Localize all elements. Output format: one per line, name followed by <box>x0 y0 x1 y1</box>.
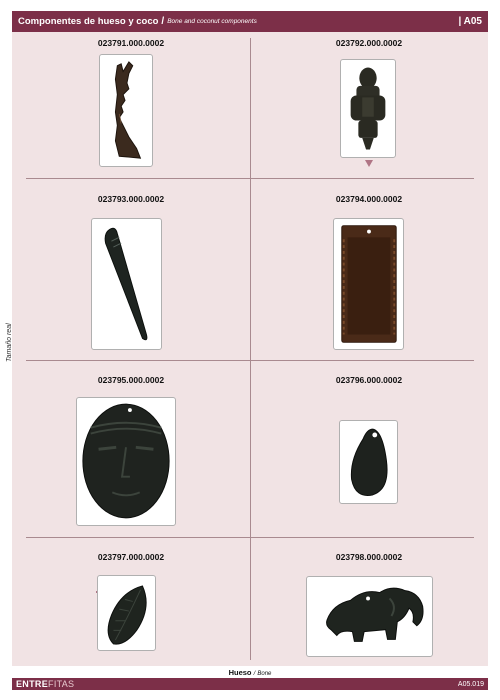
figure-pendant-image <box>100 55 152 166</box>
teardrop-pendant-image <box>340 421 397 503</box>
row-divider <box>26 537 474 538</box>
row-divider <box>26 178 474 179</box>
product-code: 023791.000.0002 <box>97 38 165 48</box>
product-code: 023798.000.0002 <box>335 552 403 562</box>
product-code: 023796.000.0002 <box>335 375 403 385</box>
product-grid <box>6 32 488 666</box>
product-image-023797[interactable] <box>97 575 156 651</box>
product-code: 023797.000.0002 <box>97 552 165 562</box>
product-image-023796[interactable] <box>339 420 398 504</box>
category-name: Hueso <box>228 668 252 677</box>
category-separator: / <box>253 671 256 677</box>
brand-name-part1: ENTRE <box>16 679 49 689</box>
product-image-023795[interactable] <box>76 397 176 526</box>
mask-pendant-image <box>341 60 395 157</box>
column-divider <box>250 38 251 660</box>
page-number: A05.019 <box>457 680 484 688</box>
brand-logo <box>16 679 74 689</box>
brand-name-part2: FITAS <box>48 679 75 689</box>
product-code: 023794.000.0002 <box>335 194 403 204</box>
page-subtitle: Bone and coconut components <box>167 18 257 25</box>
row-divider <box>26 360 474 361</box>
marker-arrow <box>365 160 373 167</box>
rectangle-pendant-image <box>334 219 403 349</box>
elephant-pendant-image <box>307 577 432 656</box>
category-caption <box>0 668 500 677</box>
product-image-023794[interactable] <box>333 218 404 350</box>
section-code: | A05 <box>458 16 482 27</box>
product-image-023793[interactable] <box>91 218 162 350</box>
real-size-label: Tamaño real <box>6 323 13 362</box>
product-code: 023795.000.0002 <box>97 375 165 385</box>
product-code: 023792.000.0002 <box>335 38 403 48</box>
page-footer <box>12 678 488 690</box>
product-image-023791[interactable] <box>99 54 153 167</box>
title-separator: / <box>161 16 165 27</box>
face-pendant-image <box>77 398 175 525</box>
leaf-pendant-image <box>98 576 155 650</box>
horn-pendant-image <box>92 219 161 349</box>
product-code: 023793.000.0002 <box>97 194 165 204</box>
product-image-023792[interactable] <box>340 59 396 158</box>
page-title: Componentes de hueso y coco <box>18 16 159 27</box>
page-header <box>12 11 488 32</box>
category-name-en: Bone <box>257 671 272 677</box>
product-image-023798[interactable] <box>306 576 433 657</box>
